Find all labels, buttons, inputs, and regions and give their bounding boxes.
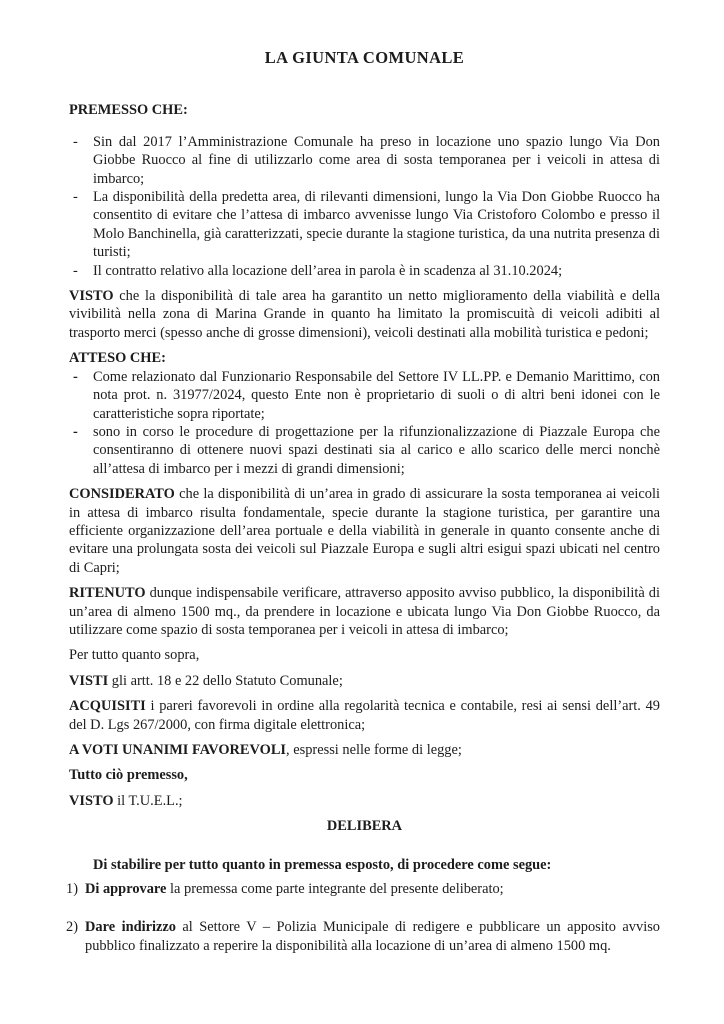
paragraph-considerato — [69, 485, 660, 577]
paragraph-lead: RITENUTO — [69, 585, 146, 602]
bullet-item — [69, 262, 660, 280]
delibera-intro: Di stabilire per tutto quanto in premessa esposto, di procedere come segue: — [93, 856, 552, 873]
paragraph-acquisiti — [69, 697, 660, 734]
paragraph-lead: VISTO — [69, 792, 114, 809]
delibera-item-2 — [66, 918, 660, 955]
bullet-dash: - — [73, 133, 78, 150]
bullet-text: Come relazionato dal Funzionario Responsabile del Settore IV LL.PP. e Demanio Marittimo, con nota prot. n. 31977/2024, questo Ente non è proprietario di suoli o di altri beni idonei con le caratteristiche sopra riportate; — [93, 368, 660, 422]
paragraph-visto-tuel — [69, 792, 660, 810]
paragraph-text: il T.U.E.L.; — [113, 792, 183, 809]
item-text: al Settore V – Polizia Municipale di redigere e pubblicare un apposito avviso pubblico finalizzato a reperire la disponibilità alla locazione di un’area di almeno 1500 mq. — [85, 919, 660, 954]
paragraph-lead: ACQUISITI — [69, 698, 146, 715]
bullet-text: La disponibilità della predetta area, di rilevanti dimensioni, lungo la Via Don Giobbe Ruocco ha consentito di evitare che l’attesa di imbarco avvenisse lungo Via Cristoforo Colombo e presso il Molo Banchinella, già caratterizzati, specie durante la stagione turistica, da una nutrita presenza di turisti; — [93, 189, 660, 261]
paragraph-text: dunque indispensabile verificare, attraverso apposito avviso pubblico, la disponibilità di un’area di almeno 1500 mq., da prendere in locazione e ubicata lungo Via Don Giobbe Ruocco, da utilizzare come spazio di sosta temporanea per i veicoli in attesa di imbarco; — [69, 585, 660, 638]
paragraph-lead: VISTO — [69, 288, 114, 305]
paragraph-tutto-cio: Tutto ciò premesso, — [69, 767, 188, 784]
item-number: 1) — [66, 881, 78, 898]
bullet-text: Il contratto relativo alla locazione dell’area in parola è in scadenza al 31.10.2024; — [93, 262, 563, 279]
delibera-item-1 — [66, 880, 660, 898]
paragraph-text: che la disponibilità di un’area in grado di assicurare la sosta temporanea ai veicoli in attesa di imbarco risulta fondamentale, specie durante la stagione turistica, per garantire una efficiente organizzazione dell’area portuale e della viabilità in generale in quanto consente anche di evitare una prolungata sosta dei veicoli sul Piazzale Europa e sugli altri esigui spazi ubicati nel centro di Capri; — [69, 486, 660, 576]
paragraph-text: che la disponibilità di tale area ha garantito un netto miglioramento della viabilità e della vivibilità nella zona di Marina Grande in quanto ha limitato la promiscuità di veicoli adibiti al trasporto merci (spesso anche di grosse dimensioni), veicoli destinati alla mobilità turistica e pedoni; — [69, 288, 660, 341]
bullet-item — [69, 133, 660, 188]
bullet-dash: - — [73, 262, 78, 279]
section-heading-premesso: PREMESSO CHE: — [69, 102, 188, 119]
paragraph-visto — [69, 287, 660, 342]
bullet-text: Sin dal 2017 l’Amministrazione Comunale ha preso in locazione uno spazio lungo Via Don Giobbe Ruocco al fine di utilizzarlo come area di sosta temporanea per i veicoli in attesa di imbarco; — [93, 133, 660, 187]
atteso-bullet-list — [69, 368, 660, 478]
paragraph-lead: CONSIDERATO — [69, 486, 175, 503]
bullet-item — [69, 368, 660, 423]
premesso-bullet-list — [69, 133, 660, 280]
paragraph-ritenuto — [69, 584, 660, 639]
item-lead: Di approvare — [85, 881, 167, 898]
paragraph-text: i pareri favorevoli in ordine alla regolarità tecnica e contabile, resi ai sensi dell’art. 49 del D. Lgs 267/2000, con firma digitale elettronica; — [69, 698, 660, 733]
paragraph-voti — [69, 741, 660, 759]
paragraph-lead: A VOTI UNANIMI FAVOREVOLI — [69, 742, 287, 758]
paragraph-per-tutto: Per tutto quanto sopra, — [69, 647, 200, 664]
bullet-dash: - — [73, 423, 78, 440]
bullet-dash: - — [73, 189, 78, 206]
page-title: LA GIUNTA COMUNALE — [264, 48, 465, 67]
paragraph-text: , espressi nelle forme di legge; — [286, 742, 462, 758]
paragraph-visti — [69, 672, 660, 690]
section-heading-atteso: ATTESO CHE: — [69, 350, 166, 367]
item-number: 2) — [66, 919, 78, 936]
paragraph-lead: VISTI — [69, 672, 109, 689]
bullet-item — [69, 188, 660, 262]
bullet-text: sono in corso le procedure di progettazione per la rifunzionalizzazione di Piazzale Europa che consentiranno di ottenere nuovi spazi destinati sia al carico e allo scarico delle merci nonchè all’attesa di imbarco per i mezzi di grandi dimensioni; — [93, 423, 660, 477]
bullet-dash: - — [73, 368, 78, 385]
item-lead: Dare indirizzo — [85, 919, 176, 936]
bullet-item — [69, 423, 660, 478]
item-text: la premessa come parte integrante del presente deliberato; — [166, 881, 504, 898]
paragraph-text: gli artt. 18 e 22 dello Statuto Comunale; — [108, 672, 343, 689]
delibera-heading: DELIBERA — [326, 818, 403, 835]
